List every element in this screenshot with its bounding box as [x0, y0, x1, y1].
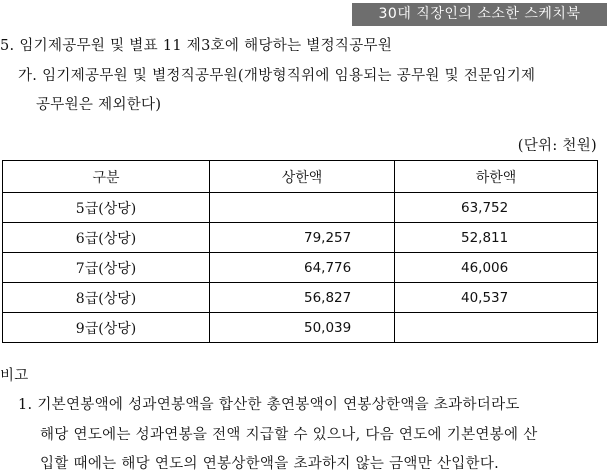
upper-limit-cell: 79,257	[210, 223, 395, 253]
lower-limit-cell	[395, 313, 598, 343]
table-row	[3, 193, 598, 223]
lower-limit-cell: 52,811	[395, 223, 598, 253]
remarks-title: 비고	[0, 368, 29, 384]
table-row	[3, 313, 598, 343]
lower-limit-cell: 63,752	[395, 193, 598, 223]
header-lower-limit: 하한액	[395, 161, 598, 193]
table-row	[3, 283, 598, 313]
table-header-row	[3, 161, 598, 193]
grade-cell: 5급(상당)	[3, 193, 210, 223]
grade-cell: 7급(상당)	[3, 253, 210, 283]
remark-note-line-2: 해당 연도에는 성과연봉을 전액 지급할 수 있으나, 다음 연도에 기본연봉에 산	[40, 427, 538, 443]
table-row	[3, 223, 598, 253]
blog-watermark-label: 30대 직장인의 소소한 스케치북	[352, 3, 607, 26]
subitem-text-line-2: 공무원은 제외한다)	[36, 97, 162, 113]
upper-limit-cell	[210, 193, 395, 223]
upper-limit-cell: 56,827	[210, 283, 395, 313]
grade-cell: 6급(상당)	[3, 223, 210, 253]
table-row	[3, 253, 598, 283]
grade-cell: 9급(상당)	[3, 313, 210, 343]
lower-limit-cell: 40,537	[395, 283, 598, 313]
remark-note-line-1: 1. 기본연봉액에 성과연봉액을 합산한 총연봉액이 연봉상한액을 초과하더라도	[18, 397, 520, 413]
unit-label: (단위: 천원)	[517, 138, 597, 154]
header-upper-limit: 상한액	[210, 161, 395, 193]
lower-limit-cell: 46,006	[395, 253, 598, 283]
section-heading: 5. 임기제공무원 및 별표 11 제3호에 해당하는 별정직공무원	[0, 38, 393, 54]
upper-limit-cell: 64,776	[210, 253, 395, 283]
subitem-text-line-1: 가. 임기제공무원 및 별정직공무원(개방형직위에 임용되는 공무원 및 전문임기제	[18, 68, 536, 84]
upper-limit-cell: 50,039	[210, 313, 395, 343]
grade-cell: 8급(상당)	[3, 283, 210, 313]
remark-note-line-3: 입할 때에는 해당 연도의 연봉상한액을 초과하지 않는 금액만 산입한다.	[40, 456, 500, 472]
header-grade: 구분	[3, 161, 210, 193]
salary-cap-table	[2, 160, 598, 343]
